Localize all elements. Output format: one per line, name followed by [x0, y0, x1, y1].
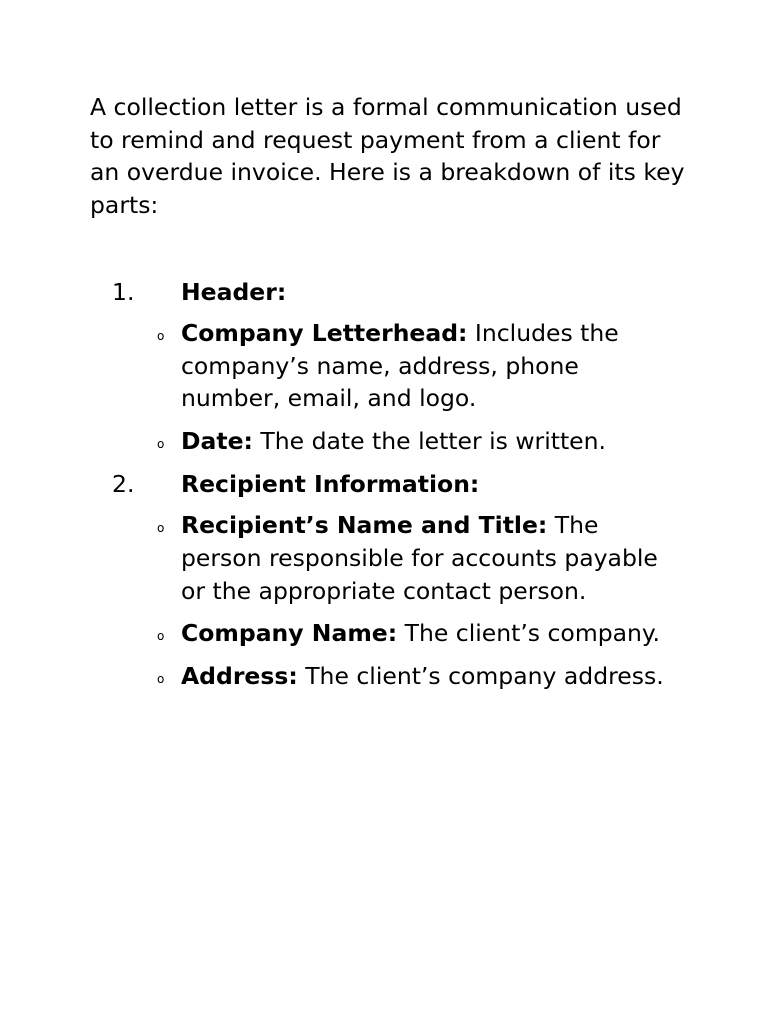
bullet-icon: o [157, 521, 165, 536]
bullet-icon: o [157, 329, 165, 343]
section-heading [0, 275, 768, 309]
sublist-item [0, 509, 768, 607]
sublist-description: The client’s company. [397, 619, 660, 648]
section-title: Header: [181, 278, 287, 306]
sublist [0, 509, 768, 692]
list-item-header [0, 275, 768, 457]
sublist-item [0, 617, 768, 650]
sublist-description: The date the letter is written. [252, 426, 606, 455]
sublist-description: The person responsible for accounts payable or the appropriate contact person. [181, 511, 658, 605]
sublist-item [0, 660, 768, 693]
section-title: Recipient Information: [181, 470, 480, 499]
sublist-term: Date: [181, 426, 253, 455]
sublist-text [181, 660, 671, 693]
sublist-description: Includes the company’s name, address, phone number, email, and logo. [181, 319, 619, 413]
sublist-text [181, 617, 671, 650]
sublist-description: The client’s company address. [297, 661, 664, 690]
sublist-term: Address: [181, 661, 298, 690]
sublist-text [181, 425, 671, 458]
sublist-term: Recipient’s Name and Title: [181, 511, 548, 540]
bullet-icon: o [157, 671, 165, 686]
intro-paragraph: A collection letter is a formal communication used to remind and request payment from a client for an overdue invoice. Here is a breakdown of its key parts: [90, 93, 685, 219]
sublist-item [0, 317, 768, 415]
section-number: 1. [112, 278, 135, 306]
key-parts-list [0, 275, 768, 702]
sublist-text [181, 317, 671, 415]
list-item-recipient-information [0, 467, 768, 692]
bullet-icon: o [157, 436, 165, 451]
sublist [0, 317, 768, 457]
sublist-text [181, 509, 671, 607]
sublist-term: Company Name: [181, 619, 398, 648]
sublist-term: Company Letterhead: [181, 319, 468, 347]
sublist-item [0, 425, 768, 458]
section-number: 2. [112, 470, 135, 499]
bullet-icon: o [157, 629, 165, 644]
section-heading [0, 467, 768, 501]
